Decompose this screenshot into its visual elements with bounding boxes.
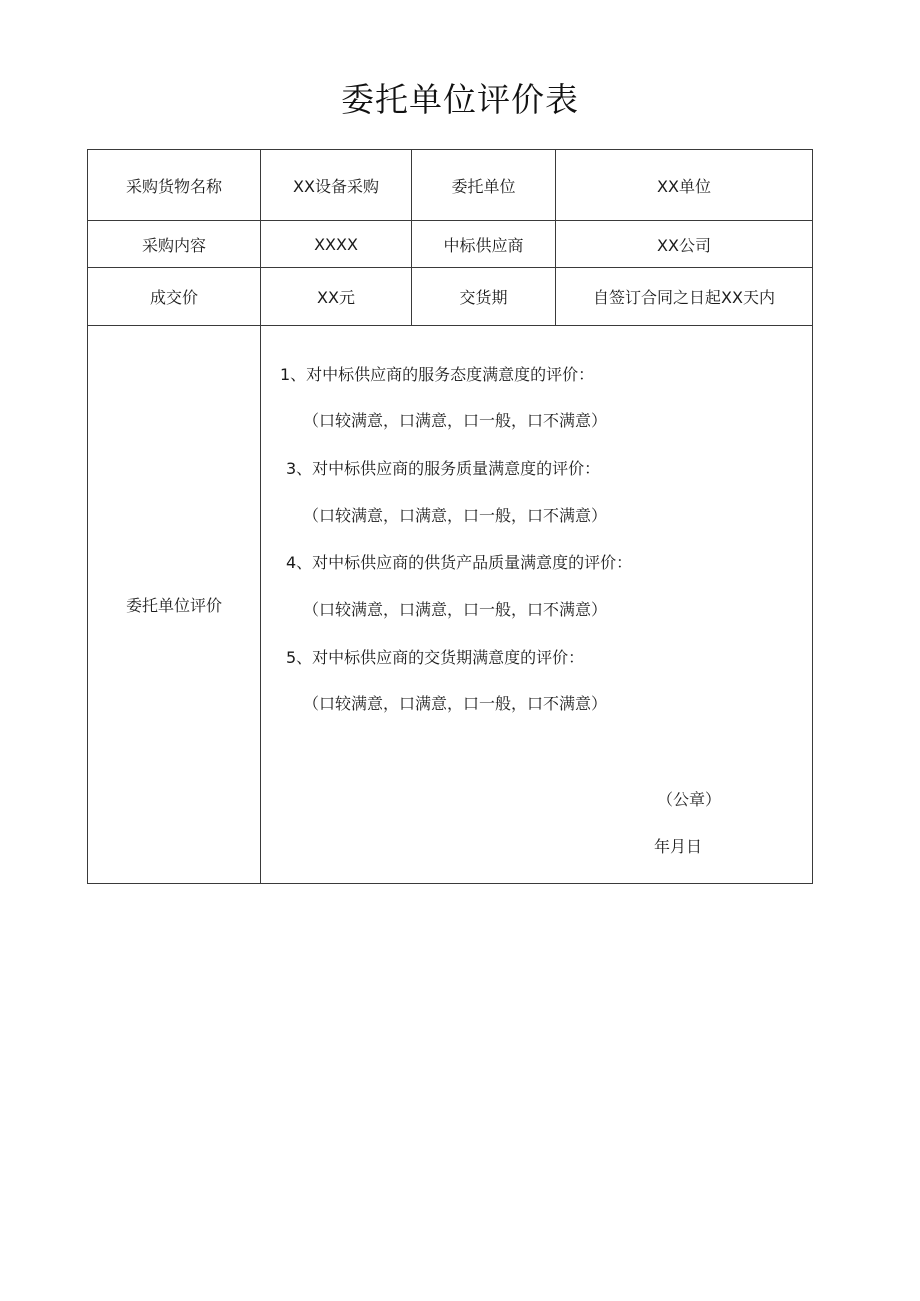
deal-price-value-cell [261, 268, 412, 326]
official-seal-label: （公章） [657, 790, 722, 809]
delivery-period-label-cell [412, 268, 556, 326]
goods-name-label-cell [88, 150, 261, 221]
evaluation-form-table [87, 149, 813, 884]
purchase-content-label-cell [88, 221, 261, 268]
delivery-period-value-cell [556, 268, 813, 326]
question-4-options: （口较满意，口满意，口一般，口不满意） [303, 600, 608, 619]
goods-name-value-cell [261, 150, 412, 221]
date-label: 年月日 [654, 837, 703, 856]
winning-supplier-value-cell [556, 221, 813, 268]
client-unit-value: XX单位 [657, 176, 711, 196]
winning-supplier-label: 中标供应商 [443, 235, 524, 255]
question-1-text: 1、对中标供应商的服务态度满意度的评价： [280, 365, 595, 384]
question-5-options: （口较满意，口满意，口一般，口不满意） [303, 694, 608, 713]
table-row-price [88, 268, 813, 326]
table-row-goods [88, 150, 813, 221]
purchase-content-value-cell [261, 221, 412, 268]
document-title: 委托单位评价表 [341, 80, 579, 119]
question-4-text: 4、对中标供应商的供货产品质量满意度的评价： [286, 553, 633, 572]
delivery-period-value: 自签订合同之日起XX天内 [593, 288, 775, 307]
winning-supplier-label-cell [412, 221, 556, 268]
question-5-text: 5、对中标供应商的交货期满意度的评价： [286, 648, 585, 667]
purchase-content-label: 采购内容 [141, 235, 206, 255]
table-row-evaluation [88, 326, 813, 884]
client-unit-label: 委托单位 [451, 176, 516, 196]
purchase-content-value: XXXX [314, 234, 358, 254]
client-unit-value-cell [556, 150, 813, 221]
question-3-options: （口较满意，口满意，口一般，口不满意） [303, 506, 608, 525]
table-row-content [88, 221, 813, 268]
deal-price-label-cell [88, 268, 261, 326]
goods-name-value: XX设备采购 [293, 176, 379, 196]
delivery-period-label: 交货期 [459, 288, 508, 307]
client-unit-label-cell [412, 150, 556, 221]
evaluation-content-cell [261, 326, 813, 884]
evaluation-label-cell [88, 326, 261, 884]
evaluation-label: 委托单位评价 [125, 596, 222, 615]
question-3-text: 3、对中标供应商的服务质量满意度的评价： [286, 459, 601, 478]
deal-price-label: 成交价 [149, 288, 198, 307]
deal-price-value: XX元 [317, 288, 355, 307]
winning-supplier-value: XX公司 [657, 235, 711, 255]
question-1-options: （口较满意，口满意，口一般，口不满意） [303, 411, 608, 430]
goods-name-label: 采购货物名称 [125, 176, 222, 196]
